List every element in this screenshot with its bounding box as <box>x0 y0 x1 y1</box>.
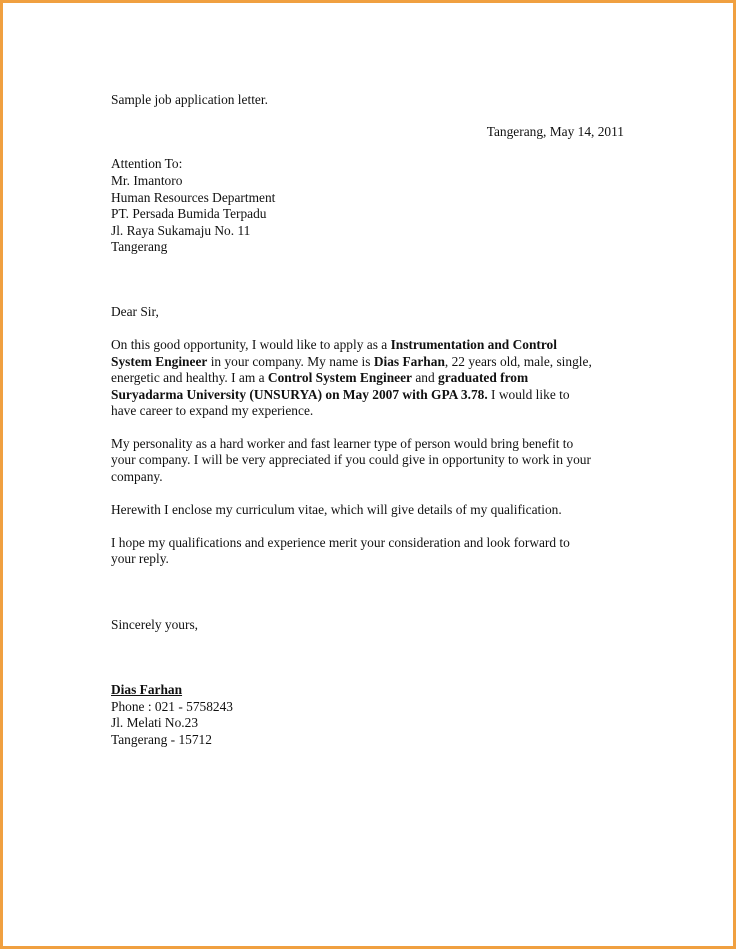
paragraph-3: Herewith I enclose my curriculum vitae, which will give details of my qualification. <box>111 502 562 517</box>
closing: Sincerely yours, <box>111 617 199 632</box>
letter-heading: Sample job application letter. <box>111 92 268 107</box>
paragraph-1-line: On this good opportunity, I would like to apply as a Instrumentation and Control <box>111 337 557 352</box>
paragraph-2-line: your company. I will be very appreciated if you could give in opportunity to work in your <box>111 452 591 467</box>
recipient-company: PT. Persada Bumida Terpadu <box>111 206 267 221</box>
paragraph-2-line: company. <box>111 469 163 484</box>
letter-date: Tangerang, May 14, 2011 <box>486 124 624 139</box>
recipient-city: Tangerang <box>111 239 168 254</box>
paragraph-4-line: your reply. <box>111 551 169 566</box>
recipient-attention: Attention To: <box>111 156 183 171</box>
signature-phone: Phone : 021 - 5758243 <box>111 699 233 714</box>
recipient-street: Jl. Raya Sukamaju No. 11 <box>111 223 251 238</box>
signature-city: Tangerang - 15712 <box>111 732 212 747</box>
paragraph-1-line: Suryadarma University (UNSURYA) on May 2007 with GPA 3.78. I would like to <box>111 387 570 402</box>
paragraph-1-line: energetic and healthy. I am a Control System Engineer and graduated from <box>111 370 529 385</box>
signature-street: Jl. Melati No.23 <box>111 715 199 730</box>
paragraph-4-line: I hope my qualifications and experience merit your consideration and look forward to <box>111 535 570 550</box>
signature-name: Dias Farhan <box>111 682 183 697</box>
salutation: Dear Sir, <box>111 304 159 319</box>
recipient-name: Mr. Imantoro <box>111 173 183 188</box>
paragraph-1-line: System Engineer in your company. My name is Dias Farhan, 22 years old, male, single, <box>111 354 592 369</box>
recipient-department: Human Resources Department <box>111 190 276 205</box>
paragraph-1-line: have career to expand my experience. <box>111 403 314 418</box>
paragraph-2-line: My personality as a hard worker and fast learner type of person would bring benefit to <box>111 436 574 451</box>
